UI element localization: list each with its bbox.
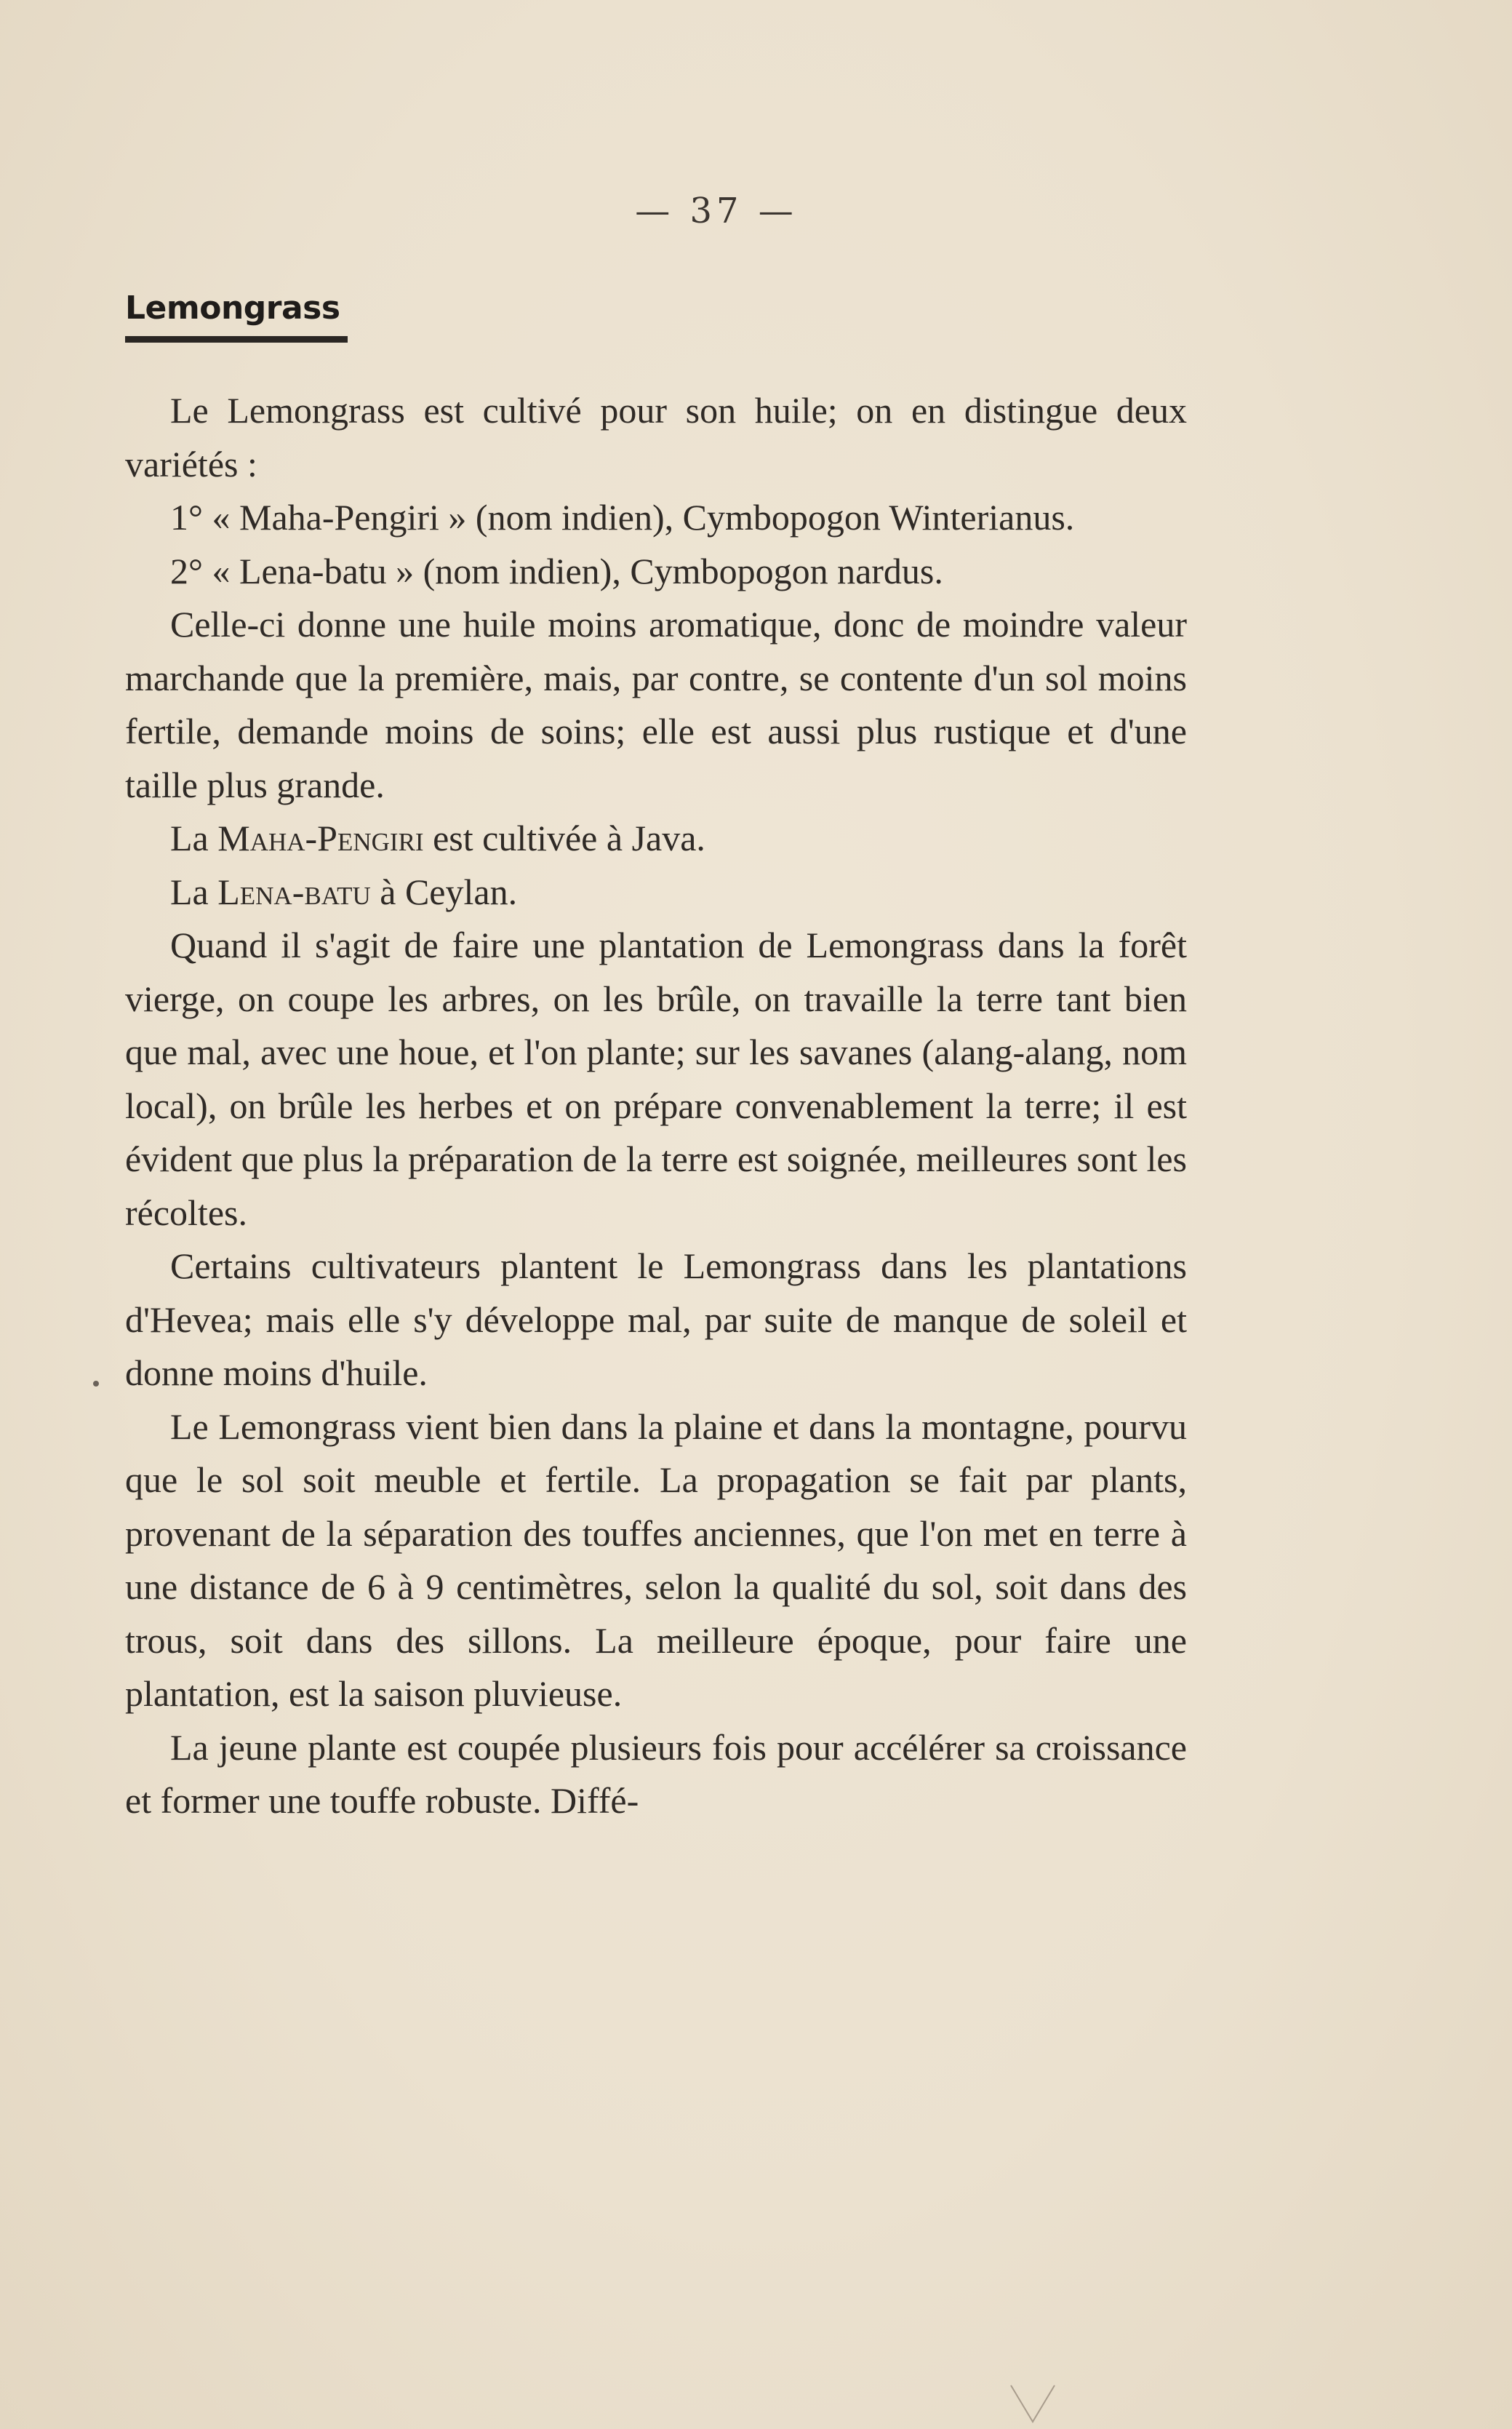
page-corner-mark [1004,2378,1091,2429]
paragraph: 2° « Lena-batu » (nom indien), Cymbopogon nardus. [170,550,943,591]
paragraph [125,812,1187,866]
text-run: est cultivée à Java. [423,818,705,858]
heading-underline [125,336,348,343]
body-text [125,384,1187,1828]
paragraph [125,866,1187,920]
paragraph: Le Lemongrass est cultivé pour son huile; on en distingue deux variétés : [125,390,1187,484]
text-run: à Ceylan. [370,871,518,912]
paragraph: La jeune plante est coupée plusieurs fois pour accélérer sa croissance et former une touffe robuste. Diffé- [125,1726,1187,1821]
paragraph: Le Lemongrass vient bien dans la plaine et dans la montagne, pourvu que le sol soit meuble et fertile. La propagation se fait par plants, provenant de la séparation des touffes anciennes, que l'on met en terre à une distance de 6 à 9 centimètres, selon la qualité du sol, soit dans des trous, soit dans des sillons. La meilleure époque, pour faire une plantation, est la saison pluvieuse. [125,1405,1187,1714]
paragraph: Celle-ci donne une huile moins aromatique, donc de moindre valeur marchande que la première, mais, par contre, se contente d'un sol moins fertile, demande moins de soins; elle est aussi plus rustique et d'une taille plus grande. [125,604,1187,805]
variety-name: Maha-Pengiri [217,818,424,858]
paragraph: 1° « Maha-Pengiri » (nom indien), Cymbopogon Winterianus. [170,497,1075,538]
page-number: — 37 — [635,191,798,231]
variety-name: Lena-batu [217,871,371,912]
paragraph: Quand il s'agit de faire une plantation de Lemongrass dans la forêt vierge, on coupe les arbres, on les brûle, on travaille la terre tant bien que mal, avec une houe, et l'on plante; sur les savanes (alang-alang, nom local), on brûle les herbes et on prépare convenablement la terre; il est évident que plus la préparation de la terre est soignée, meilleures sont les récoltes. [125,925,1187,1233]
section-heading: Lemongrass [125,290,340,327]
paragraph: Certains cultivateurs plantent le Lemongrass dans les plantations d'Hevea; mais elle s'y développe mal, par suite de manque de soleil et donne moins d'huile. [125,1245,1187,1393]
text-run: La [170,818,218,858]
text-run: La [170,871,218,912]
margin-mark [93,1381,99,1387]
